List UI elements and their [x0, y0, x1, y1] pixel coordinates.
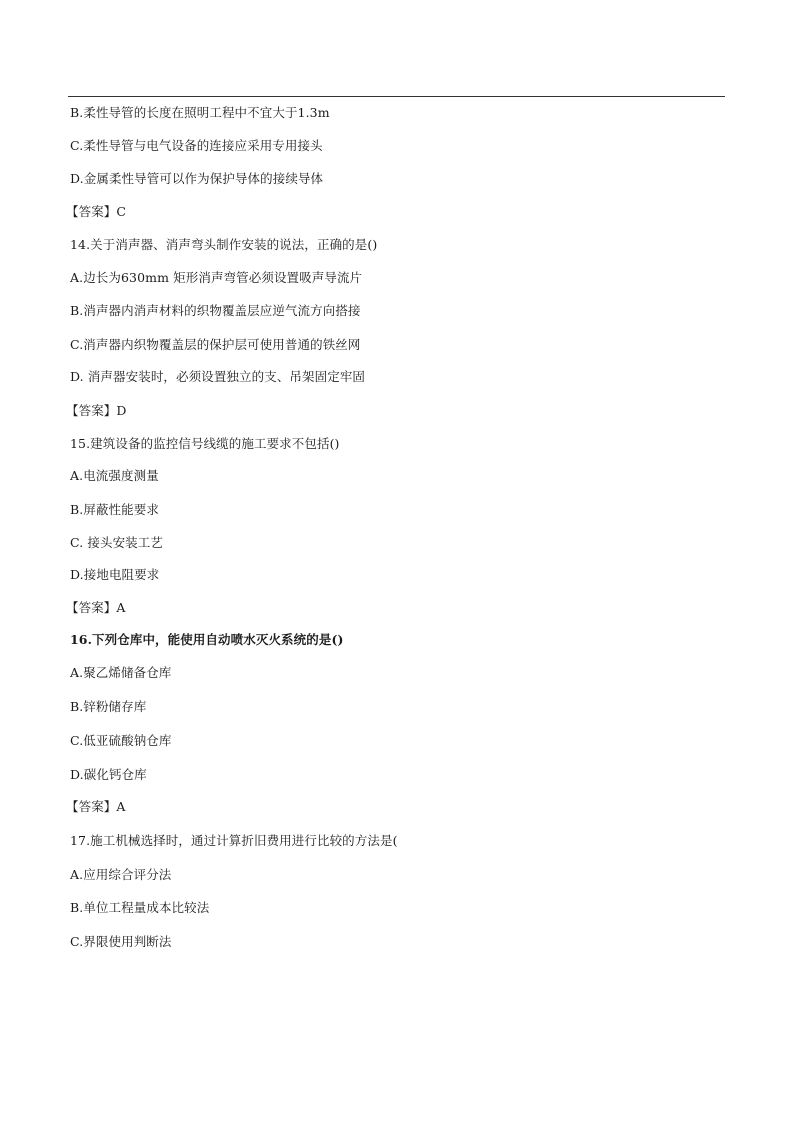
option-b-15: B.屏蔽性能要求: [70, 502, 159, 517]
answer-15: 【答案】A: [66, 600, 126, 615]
option-a-16: A.聚乙烯储备仓库: [70, 665, 172, 680]
option-a-15: A.电流强度测量: [70, 468, 159, 483]
option-c-15: C. 接头安装工艺: [70, 535, 163, 550]
question-14: 14.关于消声器、消声弯头制作安装的说法，正确的是(): [70, 237, 378, 252]
option-d-13: D.金属柔性导管可以作为保护导体的接续导体: [70, 171, 324, 186]
option-d-16: D.碳化钙仓库: [70, 767, 147, 782]
option-c-13: C.柔性导管与电气设备的连接应采用专用接头: [70, 138, 323, 153]
option-a-17: A.应用综合评分法: [70, 867, 172, 882]
question-17: 17.施工机械选择时，通过计算折旧费用进行比较的方法是(: [70, 833, 398, 848]
option-a-14: A.边长为630mm 矩形消声弯管必须设置吸声导流片: [70, 270, 363, 285]
answer-13: 【答案】C: [66, 204, 127, 219]
question-15: 15.建筑设备的监控信号线缆的施工要求不包括(): [70, 436, 340, 451]
option-c-16: C.低亚硫酸钠仓库: [70, 733, 172, 748]
header-rule: [68, 96, 725, 97]
option-d-14: D. 消声器安装时，必须设置独立的支、吊架固定牢固: [70, 369, 366, 384]
option-b-13: B.柔性导管的长度在照明工程中不宜大于1.3m: [70, 105, 330, 120]
option-c-17: C.界限使用判断法: [70, 934, 172, 949]
answer-14: 【答案】D: [66, 403, 127, 418]
option-b-14: B.消声器内消声材料的织物覆盖层应逆气流方向搭接: [70, 303, 361, 318]
option-b-16: B.锌粉储存库: [70, 699, 147, 714]
question-16: 16.下列仓库中，能使用自动喷水灭火系统的是(): [70, 632, 344, 647]
option-c-14: C.消声器内织物覆盖层的保护层可使用普通的铁丝网: [70, 337, 361, 352]
option-d-15: D.接地电阻要求: [70, 567, 160, 582]
option-b-17: B.单位工程量成本比较法: [70, 900, 210, 915]
answer-16: 【答案】A: [66, 799, 126, 814]
